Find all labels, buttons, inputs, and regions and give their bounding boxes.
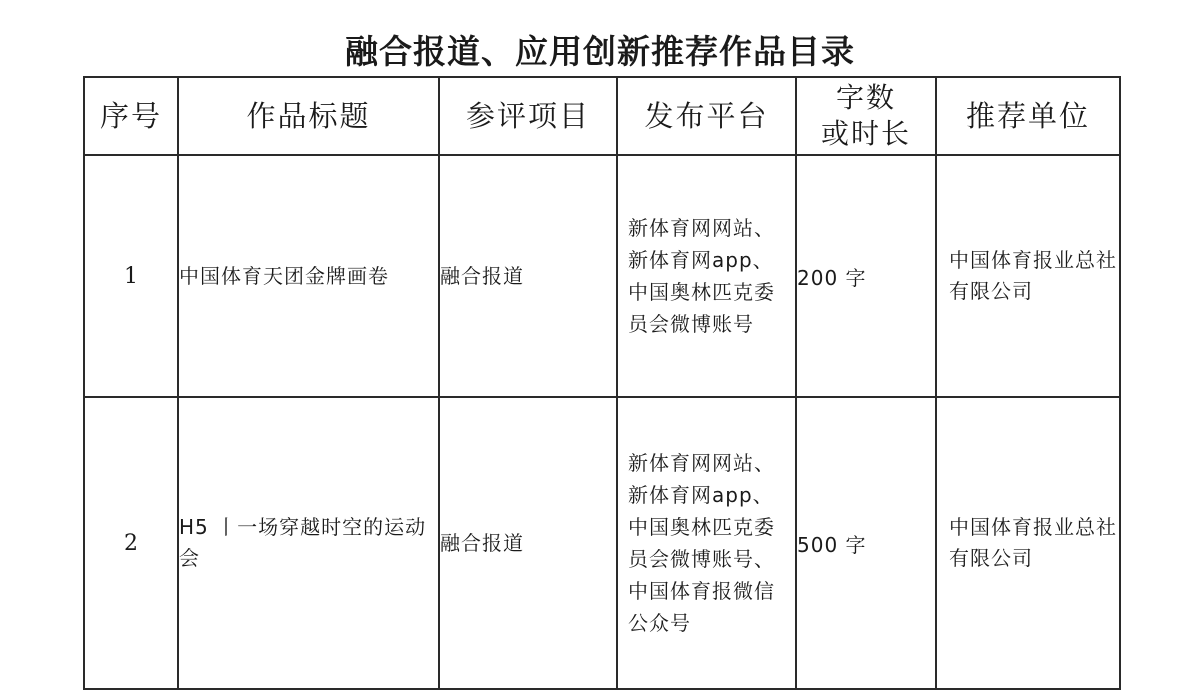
header-index: 序号	[84, 77, 178, 155]
table-row	[84, 397, 1120, 689]
header-length-line1: 字数	[835, 81, 896, 114]
catalog-table	[83, 76, 1121, 690]
document-title: 融合报道、应用创新推荐作品目录	[345, 32, 855, 71]
cell-length: 500 字	[796, 397, 936, 689]
header-length-stack	[821, 80, 911, 152]
header-category: 参评项目	[439, 77, 617, 155]
cell-recommender: 中国体育报业总社有限公司	[936, 397, 1120, 689]
header-length-line2: 或时长	[820, 117, 911, 150]
header-length	[796, 77, 936, 155]
table-header-row	[84, 77, 1120, 155]
cell-category: 融合报道	[439, 155, 617, 397]
table-row	[84, 155, 1120, 397]
cell-length: 200 字	[796, 155, 936, 397]
cell-index: 1	[84, 155, 178, 397]
header-title: 作品标题	[178, 77, 439, 155]
cell-title: H5 丨一场穿越时空的运动会	[178, 397, 439, 689]
cell-platform: 新体育网网站、新体育网app、中国奥林匹克委员会微博账号	[617, 155, 796, 397]
cell-platform: 新体育网网站、新体育网app、中国奥林匹克委员会微博账号、中国体育报微信公众号	[617, 397, 796, 689]
header-platform: 发布平台	[617, 77, 796, 155]
header-recommender: 推荐单位	[936, 77, 1120, 155]
cell-recommender: 中国体育报业总社有限公司	[936, 155, 1120, 397]
cell-title: 中国体育天团金牌画卷	[178, 155, 439, 397]
cell-category: 融合报道	[439, 397, 617, 689]
cell-index: 2	[84, 397, 178, 689]
